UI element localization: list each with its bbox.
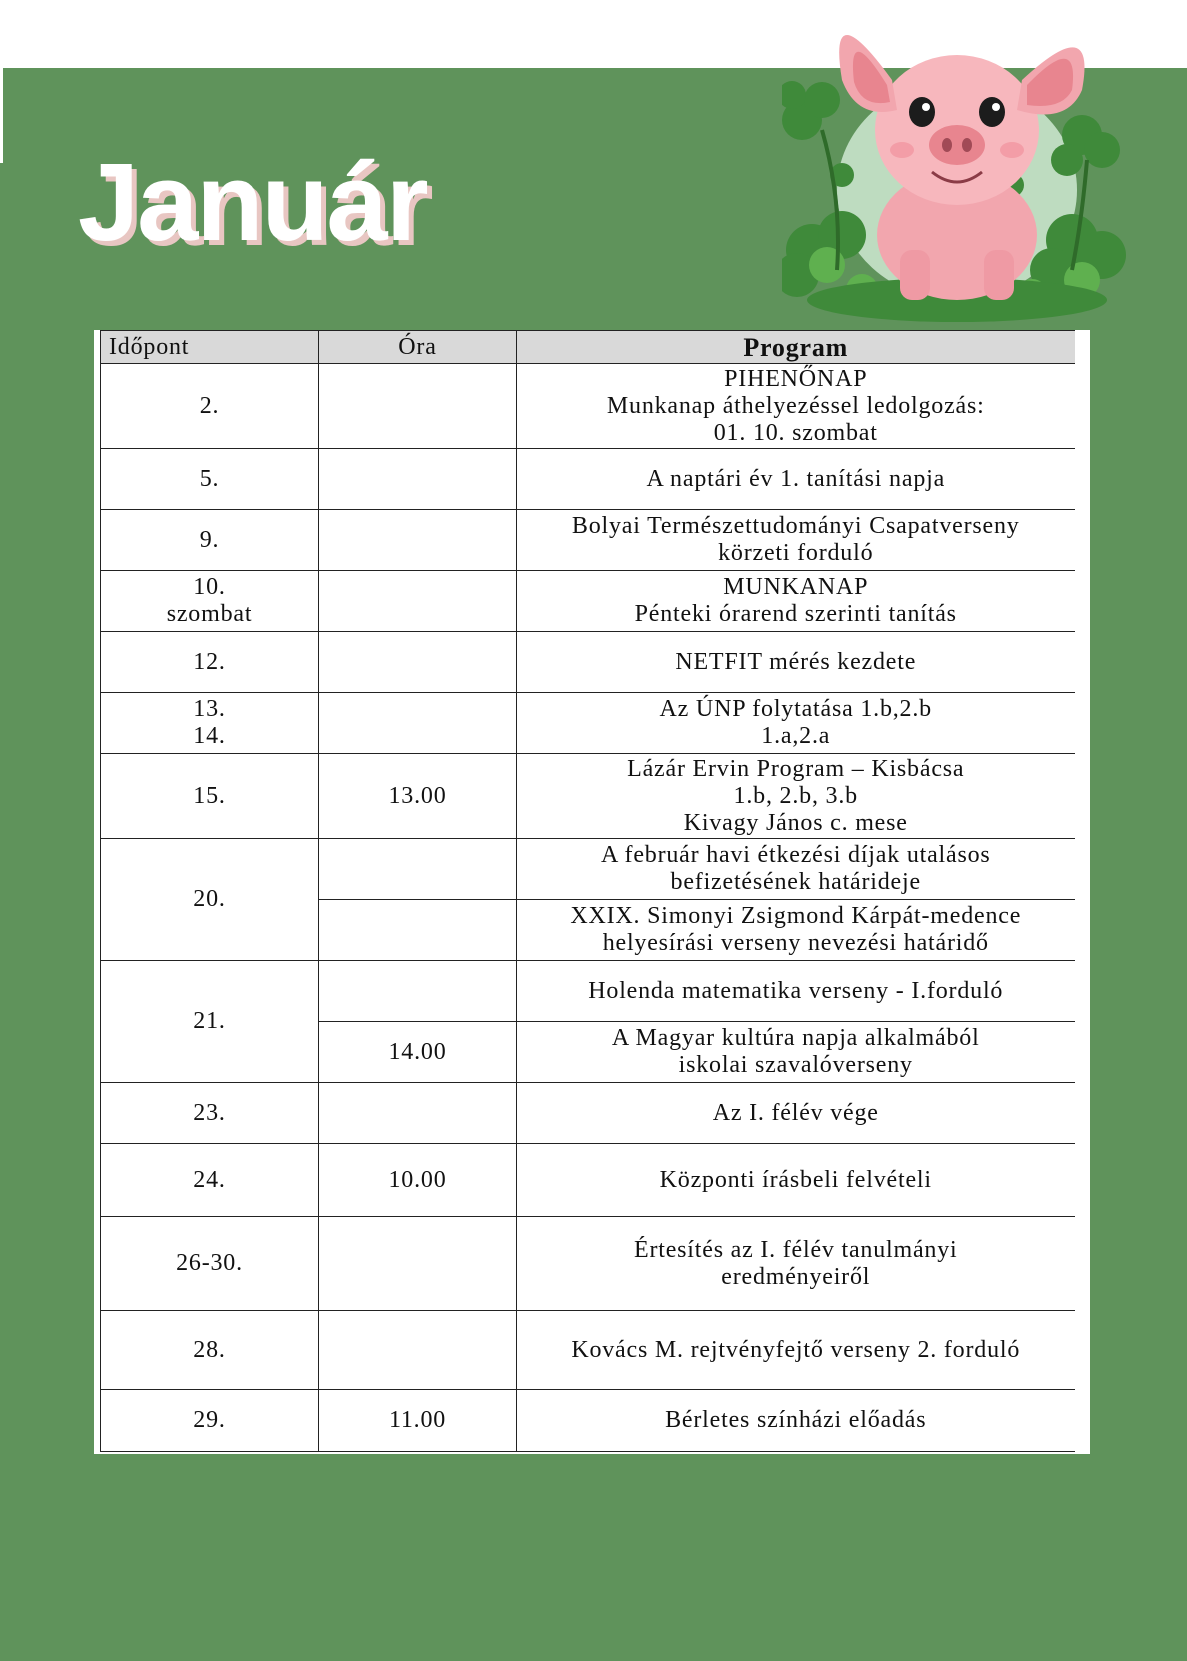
program-cell: Lázár Ervin Program – Kisbácsa 1.b, 2.b, 3.b Kivagy János c. mese xyxy=(517,754,1075,839)
table-row xyxy=(101,1144,1075,1217)
date-cell: 12. xyxy=(101,632,319,693)
date-cell: 15. xyxy=(101,754,319,839)
header-time: Óra xyxy=(319,331,517,364)
program-cell: Központi írásbeli felvételi xyxy=(517,1144,1075,1217)
date-cell: 9. xyxy=(101,510,319,571)
program-cell: XXIX. Simonyi Zsigmond Kárpát-medence helyesírási verseny nevezési határidő xyxy=(517,900,1075,961)
time-cell: 10.00 xyxy=(319,1144,517,1217)
date-cell: 24. xyxy=(101,1144,319,1217)
pig-clover-illustration xyxy=(782,0,1142,340)
program-cell: Értesítés az I. félév tanulmányi eredményeiről xyxy=(517,1217,1075,1311)
time-cell xyxy=(319,1217,517,1311)
date-cell: 29. xyxy=(101,1390,319,1452)
program-cell: A naptári év 1. tanítási napja xyxy=(517,449,1075,510)
time-cell xyxy=(319,364,517,449)
program-cell: MUNKANAP Pénteki órarend szerinti tanítás xyxy=(517,571,1075,632)
program-cell: Az ÚNP folytatása 1.b,2.b 1.a,2.a xyxy=(517,693,1075,754)
date-cell: 5. xyxy=(101,449,319,510)
program-cell: PIHENŐNAP Munkanap áthelyezéssel ledolgozás: 01. 10. szombat xyxy=(517,364,1075,449)
date-cell: 10. szombat xyxy=(101,571,319,632)
time-cell: 14.00 xyxy=(319,1022,517,1083)
table-row xyxy=(101,632,1075,693)
page-title: Január xyxy=(78,141,427,264)
time-cell xyxy=(319,961,517,1022)
header-program: Program xyxy=(517,331,1075,364)
date-cell: 13. 14. xyxy=(101,693,319,754)
table-header-row xyxy=(101,331,1075,364)
program-cell: A február havi étkezési díjak utalásos befizetésének határideje xyxy=(517,839,1075,900)
header-date: Időpont xyxy=(101,331,319,364)
time-cell: 11.00 xyxy=(319,1390,517,1452)
date-cell: 20. xyxy=(101,839,319,961)
schedule-table xyxy=(100,330,1075,1452)
time-cell xyxy=(319,900,517,961)
table-row xyxy=(101,1217,1075,1311)
table-row xyxy=(101,839,1075,900)
date-cell: 28. xyxy=(101,1311,319,1390)
program-cell: NETFIT mérés kezdete xyxy=(517,632,1075,693)
program-cell: Bolyai Természettudományi Csapatverseny körzeti forduló xyxy=(517,510,1075,571)
table-row xyxy=(101,364,1075,449)
table-row xyxy=(101,510,1075,571)
table-row xyxy=(101,1390,1075,1452)
date-cell: 21. xyxy=(101,961,319,1083)
time-cell xyxy=(319,693,517,754)
program-cell: Holenda matematika verseny - I.forduló xyxy=(517,961,1075,1022)
time-cell xyxy=(319,1311,517,1390)
date-cell: 23. xyxy=(101,1083,319,1144)
table-row xyxy=(101,754,1075,839)
program-cell: Bérletes színházi előadás xyxy=(517,1390,1075,1452)
time-cell xyxy=(319,1083,517,1144)
page-edge xyxy=(0,68,3,163)
date-cell: 26-30. xyxy=(101,1217,319,1311)
table-row xyxy=(101,1311,1075,1390)
time-cell xyxy=(319,632,517,693)
table-row xyxy=(101,693,1075,754)
table-row xyxy=(101,961,1075,1022)
time-cell xyxy=(319,571,517,632)
time-cell xyxy=(319,839,517,900)
program-cell: A Magyar kultúra napja alkalmából iskolai szavalóverseny xyxy=(517,1022,1075,1083)
program-cell: Kovács M. rejtvényfejtő verseny 2. forduló xyxy=(517,1311,1075,1390)
table-row xyxy=(101,1083,1075,1144)
table-row xyxy=(101,571,1075,632)
program-cell: Az I. félév vége xyxy=(517,1083,1075,1144)
time-cell xyxy=(319,510,517,571)
date-cell: 2. xyxy=(101,364,319,449)
time-cell: 13.00 xyxy=(319,754,517,839)
time-cell xyxy=(319,449,517,510)
table-row xyxy=(101,449,1075,510)
